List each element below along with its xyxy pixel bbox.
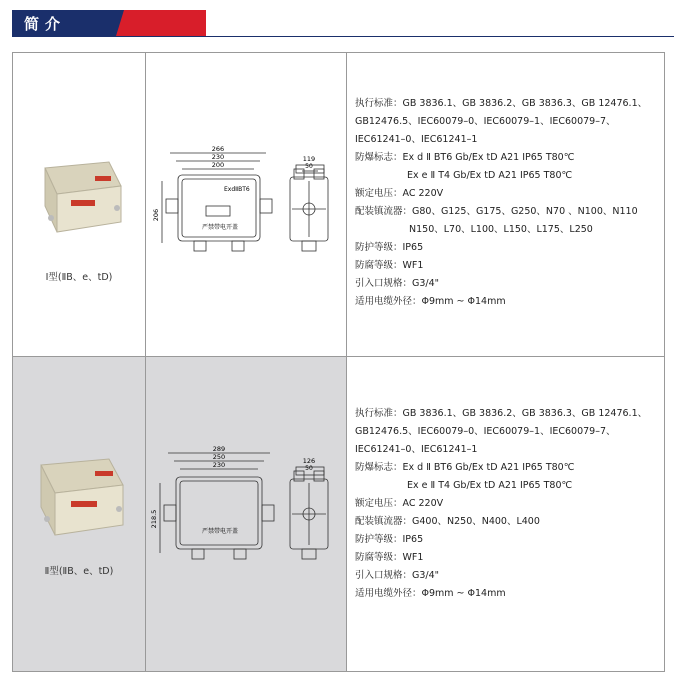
dimension-drawing-1 — [146, 53, 346, 356]
product-photo-cell — [13, 357, 146, 671]
spec-standard-3: IEC61241–0、IEC61241–1 — [355, 134, 478, 145]
spec-standard: 执行标准：GB 3836.1、GB 3836.2、GB 3836.3、GB 12476.1、 — [355, 98, 648, 109]
box-warning-text: 严禁带电开盖 — [202, 224, 239, 231]
spec-cable: 适用电缆外径：Φ9mm ~ Φ14mm — [355, 296, 506, 307]
dim-front-w2: 230 — [211, 153, 225, 161]
product-photo-1 — [13, 148, 145, 348]
dimension-drawing-2 — [146, 357, 346, 671]
spec-standard: 执行标准：GB 3836.1、GB 3836.2、GB 3836.3、GB 12476.1、 — [355, 408, 648, 419]
box-label: ExdⅡBT6 — [224, 186, 250, 193]
spec-corrosion: 防腐等级：WF1 — [355, 552, 424, 563]
product-row-2 — [12, 356, 665, 672]
spec-cable: 适用电缆外径：Φ9mm ~ Φ14mm — [355, 588, 506, 599]
section-title: 简介 — [24, 15, 67, 33]
dim-side-w1: 126 — [302, 457, 316, 465]
spec-cell — [347, 357, 664, 671]
box-warning-text: 严禁带电开盖 — [202, 528, 239, 535]
spec-inlet: 引入口规格：G3/4" — [355, 570, 440, 581]
spec-ex-mark-2: Ex e Ⅱ T4 Gb/Ex tD A21 IP65 T80℃ — [407, 170, 573, 181]
dimension-drawing-cell — [146, 357, 347, 671]
product-row-1 — [12, 52, 665, 357]
dim-front-w1: 266 — [211, 145, 225, 153]
section-header — [12, 10, 206, 36]
spec-list-2 — [355, 405, 660, 603]
spec-protection: 防护等级：IP65 — [355, 242, 424, 253]
product-caption-2: Ⅱ型(ⅡB、e、tD) — [44, 566, 114, 577]
dim-front-w3: 230 — [212, 461, 226, 469]
spec-protection: 防护等级：IP65 — [355, 534, 424, 545]
dim-front-w2: 250 — [212, 453, 226, 461]
spec-voltage: 额定电压：AC 220V — [355, 498, 444, 509]
dim-side-w1: 119 — [302, 155, 316, 163]
spec-ballast: 配装镇流器：G400、N250、N400、L400 — [355, 516, 540, 527]
dim-side-w2: 50 — [305, 465, 313, 472]
dim-front-h: 206 — [152, 208, 160, 222]
spec-ex-mark: 防爆标志：Ex d Ⅱ BT6 Gb/Ex tD A21 IP65 T80℃ — [355, 152, 575, 163]
spec-standard-2: GB12476.5、IEC60079–0、IEC60079–1、IEC60079–7、 — [355, 116, 616, 127]
spec-standard-2: GB12476.5、IEC60079–0、IEC60079–1、IEC60079–7、 — [355, 426, 616, 437]
spec-list-1 — [355, 95, 660, 311]
spec-cell — [347, 53, 664, 356]
header-accent — [116, 10, 206, 36]
dim-front-h: 218.5 — [150, 509, 158, 529]
dim-front-w1: 289 — [212, 445, 226, 453]
spec-voltage: 额定电压：AC 220V — [355, 188, 444, 199]
product-photo-cell — [13, 53, 146, 356]
product-caption-1: Ⅰ型(ⅡB、e、tD) — [45, 272, 113, 283]
product-photo-2 — [13, 445, 145, 645]
header-rule — [12, 36, 674, 37]
spec-ex-mark: 防爆标志：Ex d Ⅱ BT6 Gb/Ex tD A21 IP65 T80℃ — [355, 462, 575, 473]
spec-ballast-2: N150、L70、L100、L150、L175、L250 — [409, 224, 593, 235]
spec-ballast: 配装镇流器：G80、G125、G175、G250、N70 、N100、N110 — [355, 206, 638, 217]
dimension-drawing-cell — [146, 53, 347, 356]
spec-corrosion: 防腐等级：WF1 — [355, 260, 424, 271]
spec-ex-mark-2: Ex e Ⅱ T4 Gb/Ex tD A21 IP65 T80℃ — [407, 480, 573, 491]
dim-side-w2: 50 — [305, 163, 313, 170]
dim-front-w3: 200 — [211, 161, 225, 169]
spec-inlet: 引入口规格：G3/4" — [355, 278, 440, 289]
spec-standard-3: IEC61241–0、IEC61241–1 — [355, 444, 478, 455]
